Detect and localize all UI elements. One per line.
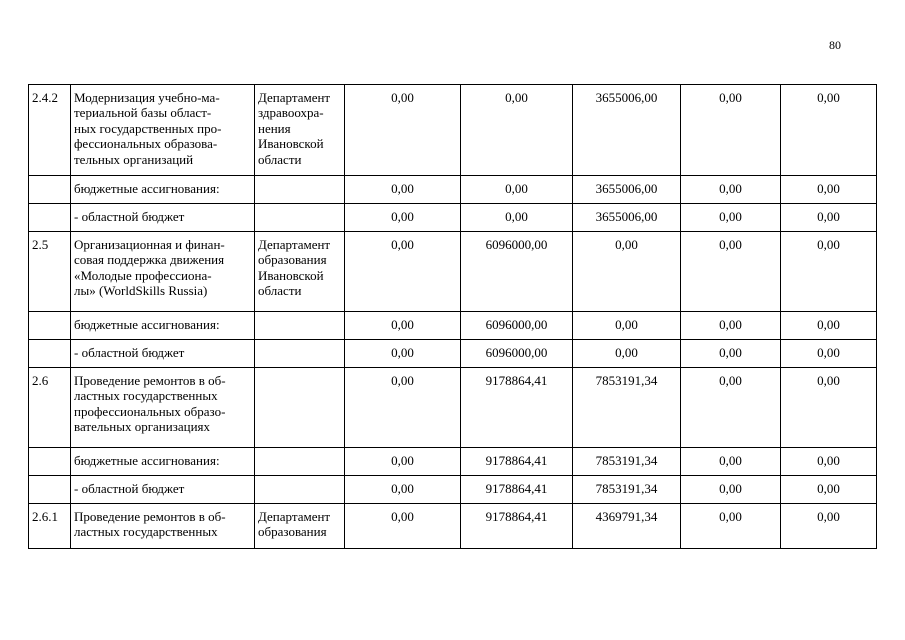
cell-amount: 0,00	[681, 204, 781, 232]
table-row	[29, 85, 877, 176]
cell-amount: 9178864,41	[461, 504, 573, 549]
cell-amount: 0,00	[345, 368, 461, 448]
cell-item-number: 2.6.1	[29, 504, 71, 549]
cell-amount: 0,00	[681, 232, 781, 312]
table-row	[29, 176, 877, 204]
cell-amount: 0,00	[681, 85, 781, 176]
table-body	[29, 85, 877, 549]
cell-executor: Департамент образования Ивановской области	[255, 232, 345, 312]
cell-amount: 3655006,00	[573, 85, 681, 176]
cell-amount: 0,00	[681, 368, 781, 448]
cell-activity-name: Модернизация учебно-ма- териальной базы област- ных государственных про- фессиональных образова- тельных организаций	[71, 85, 255, 176]
cell-activity-name: - областной бюджет	[71, 476, 255, 504]
cell-amount: 6096000,00	[461, 340, 573, 368]
cell-activity-name: - областной бюджет	[71, 340, 255, 368]
cell-item-number	[29, 312, 71, 340]
cell-amount: 7853191,34	[573, 476, 681, 504]
cell-amount: 0,00	[781, 340, 877, 368]
cell-amount: 0,00	[681, 340, 781, 368]
cell-amount: 0,00	[573, 312, 681, 340]
cell-executor: Департамент образования	[255, 504, 345, 549]
cell-item-number: 2.5	[29, 232, 71, 312]
cell-amount: 0,00	[781, 85, 877, 176]
cell-activity-name: бюджетные ассигнования:	[71, 312, 255, 340]
table-row	[29, 368, 877, 448]
table-row	[29, 232, 877, 312]
cell-amount: 0,00	[781, 504, 877, 549]
cell-activity-name: Организационная и финан- совая поддержка движения «Молодые профессиона- лы» (WorldSkills Russia)	[71, 232, 255, 312]
cell-amount: 0,00	[345, 204, 461, 232]
cell-amount: 3655006,00	[573, 176, 681, 204]
cell-executor	[255, 476, 345, 504]
page-number: 80	[829, 38, 841, 52]
cell-amount: 0,00	[345, 476, 461, 504]
cell-executor	[255, 204, 345, 232]
cell-activity-name: - областной бюджет	[71, 204, 255, 232]
cell-amount: 0,00	[781, 204, 877, 232]
cell-amount: 0,00	[345, 176, 461, 204]
cell-activity-name: бюджетные ассигнования:	[71, 176, 255, 204]
cell-amount: 7853191,34	[573, 448, 681, 476]
table-row	[29, 340, 877, 368]
cell-amount: 0,00	[345, 448, 461, 476]
cell-amount: 4369791,34	[573, 504, 681, 549]
cell-item-number	[29, 476, 71, 504]
cell-amount: 0,00	[345, 504, 461, 549]
table-row	[29, 448, 877, 476]
cell-amount: 3655006,00	[573, 204, 681, 232]
cell-activity-name: Проведение ремонтов в об- ластных государственных профессиональных образо- вательных организациях	[71, 368, 255, 448]
cell-item-number: 2.4.2	[29, 85, 71, 176]
cell-executor	[255, 176, 345, 204]
cell-executor	[255, 368, 345, 448]
cell-activity-name: бюджетные ассигнования:	[71, 448, 255, 476]
cell-item-number	[29, 448, 71, 476]
cell-amount: 0,00	[781, 176, 877, 204]
cell-amount: 0,00	[345, 85, 461, 176]
budget-table	[28, 84, 877, 549]
cell-amount: 0,00	[345, 232, 461, 312]
cell-amount: 0,00	[681, 504, 781, 549]
cell-activity-name: Проведение ремонтов в об- ластных государственных	[71, 504, 255, 549]
cell-executor	[255, 312, 345, 340]
cell-amount: 0,00	[681, 176, 781, 204]
cell-amount: 9178864,41	[461, 476, 573, 504]
cell-amount: 6096000,00	[461, 232, 573, 312]
cell-amount: 0,00	[781, 448, 877, 476]
cell-amount: 0,00	[461, 176, 573, 204]
cell-amount: 7853191,34	[573, 368, 681, 448]
cell-amount: 9178864,41	[461, 368, 573, 448]
cell-amount: 0,00	[461, 85, 573, 176]
cell-amount: 6096000,00	[461, 312, 573, 340]
cell-amount: 9178864,41	[461, 448, 573, 476]
cell-amount: 0,00	[781, 232, 877, 312]
cell-item-number	[29, 176, 71, 204]
cell-amount: 0,00	[781, 476, 877, 504]
cell-amount: 0,00	[681, 312, 781, 340]
cell-executor	[255, 448, 345, 476]
cell-amount: 0,00	[573, 340, 681, 368]
cell-amount: 0,00	[681, 448, 781, 476]
cell-amount: 0,00	[781, 368, 877, 448]
cell-amount: 0,00	[573, 232, 681, 312]
cell-amount: 0,00	[345, 312, 461, 340]
cell-amount: 0,00	[781, 312, 877, 340]
cell-item-number	[29, 204, 71, 232]
cell-executor: Департамент здравоохра- нения Ивановской области	[255, 85, 345, 176]
cell-item-number: 2.6	[29, 368, 71, 448]
table-row	[29, 204, 877, 232]
cell-executor	[255, 340, 345, 368]
cell-amount: 0,00	[345, 340, 461, 368]
table-row	[29, 504, 877, 549]
table-row	[29, 312, 877, 340]
cell-amount: 0,00	[461, 204, 573, 232]
table-row	[29, 476, 877, 504]
cell-amount: 0,00	[681, 476, 781, 504]
cell-item-number	[29, 340, 71, 368]
